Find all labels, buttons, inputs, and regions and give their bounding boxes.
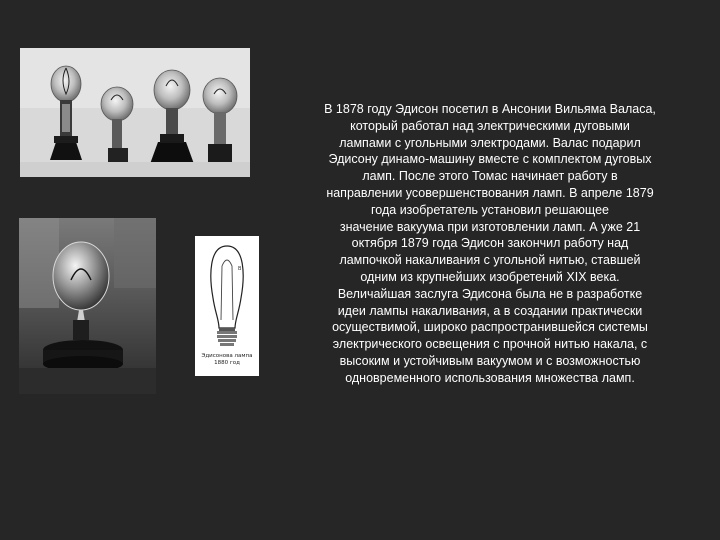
svg-text:B: B xyxy=(238,266,242,272)
caption-line-2: 1880 год xyxy=(214,360,240,366)
edison-lamp-photo xyxy=(19,218,156,394)
edison-history-paragraph: В 1878 году Эдисон посетил в Ансонии Вильяма Валаса, который работал над электрическими дуговыми лампами с угольными электродами. Валас подарил Эдисону динамо-машину вместе с комплектом дуговых ламп. После этого Томас начинает работу в направлении усовершенствования ламп. В апреле 1879 года изобретатель установил решающее значение вакуума при изготовлении ламп. А уже 21 октября 1879 года Эдисон закончил работу над лампочкой накаливания с угольной нитью, ставшей одним из крупнейших изобретений XIX века. Величайшая заслуга Эдисона была не в разработке идеи лампы накаливания, а в создании практически осуществимой, широко распространившейся системы электрического освещения с прочной нитью накала, с высоким и устойчивым вакуумом и с возможностью одновременного использования множества ламп. xyxy=(324,102,656,385)
lamp-drawing-illustration xyxy=(195,236,259,376)
caption-line-1: Эдисонова лампа xyxy=(201,353,253,359)
four-lamps-photo xyxy=(20,48,250,177)
lamp-drawing-caption xyxy=(195,353,259,367)
